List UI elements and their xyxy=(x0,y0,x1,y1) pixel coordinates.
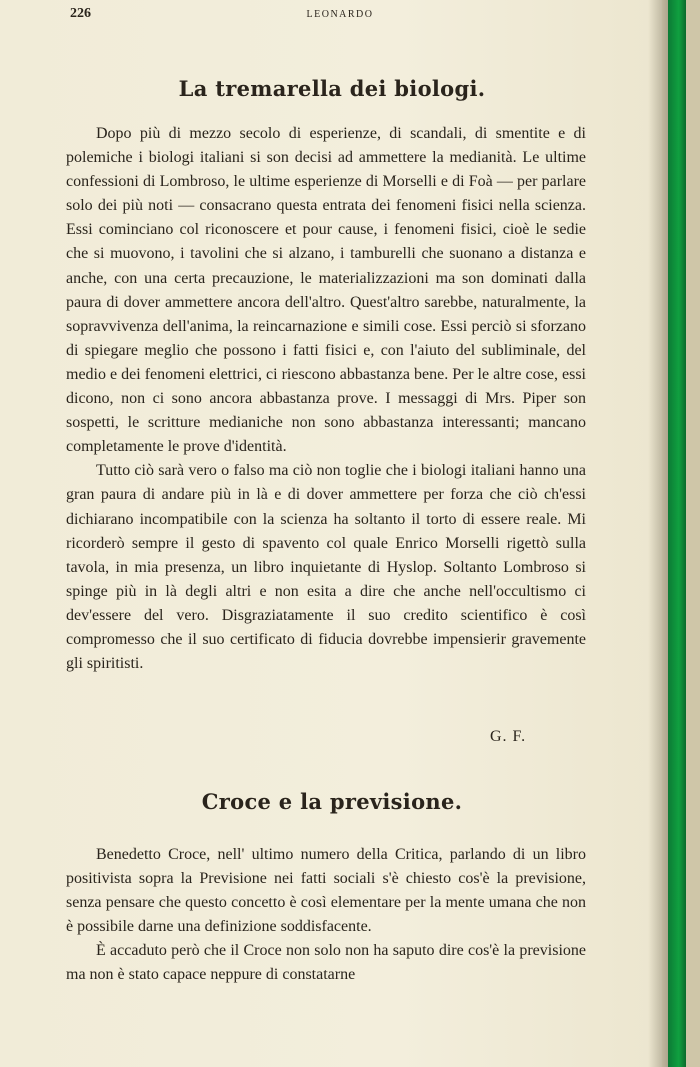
article-title: La tremarella dei biologi. xyxy=(178,76,486,101)
article-body xyxy=(66,122,586,676)
article-body xyxy=(66,843,586,988)
paragraph: Benedetto Croce, nell' ultimo numero della Critica, parlando di un libro positivista sopra la Previsione nei fatti sociali s'è chiesto cos'è la previsione, senza pensare che questo concetto è così elementare per la mente umana che non è possibile darne una definizione soddisfacente. xyxy=(66,846,586,936)
paragraph: Dopo più di mezzo secolo di esperienze, di scandali, di smentite e di polemiche i biologi italiani si son decisi ad ammettere la medianità. Le ultime confessioni di Lombroso, le ultime esperienze di Morselli e di Foà — per parlare solo dei più noti — consacrano questa entrata dei fenomeni fisici nella scienza. Essi cominciano col riconoscere et pour cause, i fenomeni fisici, cioè le sedie che si muovono, i tavolini che si alzano, i tamburelli che suonano a distanza e anche, con una certa precauzione, le materializzazioni ma son dominati dalla paura di dover ammettere ancora dell'altro. Quest'altro sarebbe, naturalmente, la sopravvivenza dell'anima, la reincarnazione e simili cose. Essi perciò si sforzano di spiegare meglio che possono i fatti fisici e, con l'aiuto del subliminale, del medio e dei fenomeni elettrici, ci riescono abbastanza bene. Per le altre cose, essi dicono, non ci sono ancora abbastanza prove. I messaggi di Mrs. Piper son sospetti, le scritture medianiche non sono abbastanza interessanti; mancano completamente le prove d'identità. xyxy=(66,125,586,456)
page-number: 226 xyxy=(70,6,91,21)
journal-name: LEONARDO xyxy=(306,9,374,20)
running-head xyxy=(70,6,610,26)
binding-edge xyxy=(668,0,686,1067)
author-signature: G. F. xyxy=(490,728,527,745)
paragraph: Tutto ciò sarà vero o falso ma ciò non toglie che i biologi italiani hanno una gran paura di andare più in là e di dover ammettere per forza che ciò ch'essi dichiarano incompatibile con la scienza ha soltanto il torto di essere reale. Mi ricorderò sempre il gesto di spavento col quale Enrico Morselli rigettò sulla tavola, in mia presenza, un libro inquietante di Hyslop. Soltanto Lombroso si spinge più in là degli altri e non esita a dire che anche nell'occultismo ci dev'essere del vero. Disgraziatamente il suo credito scientifico è così compromesso che il suo certificato di fiducia dovrebbe impensierir gravemente gli spiritisti. xyxy=(66,462,586,673)
paragraph: È accaduto però che il Croce non solo non ha saputo dire cos'è la previsione ma non è stato capace neppure di constatarne xyxy=(66,942,586,984)
article-title: Croce e la previsione. xyxy=(201,789,463,814)
page-gutter-shadow xyxy=(648,0,668,1067)
scan-background-edge xyxy=(686,0,700,1067)
